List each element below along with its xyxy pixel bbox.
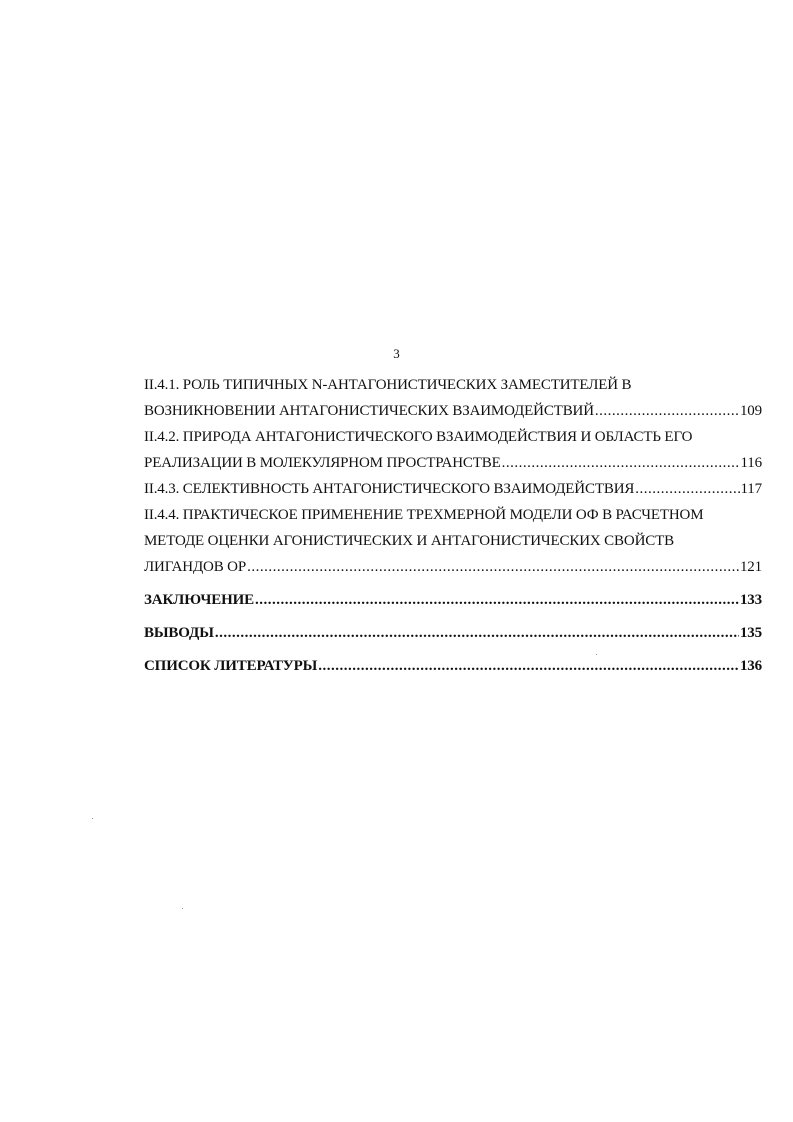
- toc-entry-last-line: [144, 587, 762, 613]
- toc-entry-last-line: [144, 653, 762, 679]
- toc-entry-last-line: [144, 476, 762, 502]
- toc-page-number: 135: [739, 625, 762, 641]
- toc-entry-ii-4-3[interactable]: [144, 476, 762, 502]
- toc-entry-text: ВОЗНИКНОВЕНИИ АНТАГОНИСТИЧЕСКИХ ВЗАИМОДЕЙСТВИЙ: [144, 403, 594, 419]
- toc-entry-text: II.4.3. СЕЛЕКТИВНОСТЬ АНТАГОНИСТИЧЕСКОГО ВЗАИМОДЕЙСТВИЯ: [144, 481, 635, 497]
- toc-entry-line: II.4.2. ПРИРОДА АНТАГОНИСТИЧЕСКОГО ВЗАИМОДЕЙСТВИЯ И ОБЛАСТЬ ЕГО: [144, 429, 693, 445]
- page-number: 3: [393, 346, 400, 361]
- toc-entry-findings[interactable]: [144, 620, 762, 646]
- toc-entry-line: МЕТОДЕ ОЦЕНКИ АГОНИСТИЧЕСКИХ И АНТАГОНИСТИЧЕСКИХ СВОЙСТВ: [144, 533, 674, 549]
- scan-speck: [182, 908, 183, 909]
- toc-entry-references[interactable]: [144, 653, 762, 679]
- scan-speck: [596, 654, 597, 655]
- toc-entry-text: РЕАЛИЗАЦИИ В МОЛЕКУЛЯРНОМ ПРОСТРАНСТВЕ: [144, 455, 501, 471]
- table-of-contents: [144, 372, 762, 680]
- toc-page-number: 109: [739, 403, 762, 419]
- dot-leader: [215, 620, 739, 646]
- toc-entry-line: II.4.1. РОЛЬ ТИПИЧНЫХ N-АНТАГОНИСТИЧЕСКИХ ЗАМЕСТИТЕЛЕЙ В: [144, 377, 632, 393]
- toc-entry-ii-4-2[interactable]: [144, 424, 762, 476]
- toc-entry-last-line: [144, 398, 762, 424]
- toc-page-number: 136: [739, 658, 762, 674]
- toc-entry-text: СПИСОК ЛИТЕРАТУРЫ: [144, 658, 318, 674]
- toc-entry-last-line: [144, 554, 762, 580]
- scan-speck: [92, 818, 93, 819]
- toc-page-number: 133: [739, 592, 762, 608]
- dot-leader: [255, 587, 739, 613]
- dot-leader: [247, 554, 739, 580]
- toc-entry-last-line: [144, 450, 762, 476]
- toc-entry-text: ВЫВОДЫ: [144, 625, 214, 641]
- toc-entry-ii-4-4[interactable]: [144, 502, 762, 580]
- toc-page-number: 121: [739, 559, 762, 575]
- dot-leader: [635, 476, 739, 502]
- toc-entry-text: ЛИГАНДОВ ОР: [144, 559, 247, 575]
- toc-entry-ii-4-1[interactable]: [144, 372, 762, 424]
- toc-entry-line: II.4.4. ПРАКТИЧЕСКОЕ ПРИМЕНЕНИЕ ТРЕХМЕРНОЙ МОДЕЛИ ОФ В РАСЧЕТНОМ: [144, 507, 704, 523]
- dot-leader: [595, 398, 739, 424]
- dot-leader: [318, 653, 739, 679]
- toc-entry-conclusion[interactable]: [144, 587, 762, 613]
- dot-leader: [502, 450, 740, 476]
- toc-entry-text: ЗАКЛЮЧЕНИЕ: [144, 592, 254, 608]
- toc-entry-last-line: [144, 620, 762, 646]
- toc-page-number: 117: [740, 481, 762, 497]
- toc-page-number: 116: [740, 455, 762, 471]
